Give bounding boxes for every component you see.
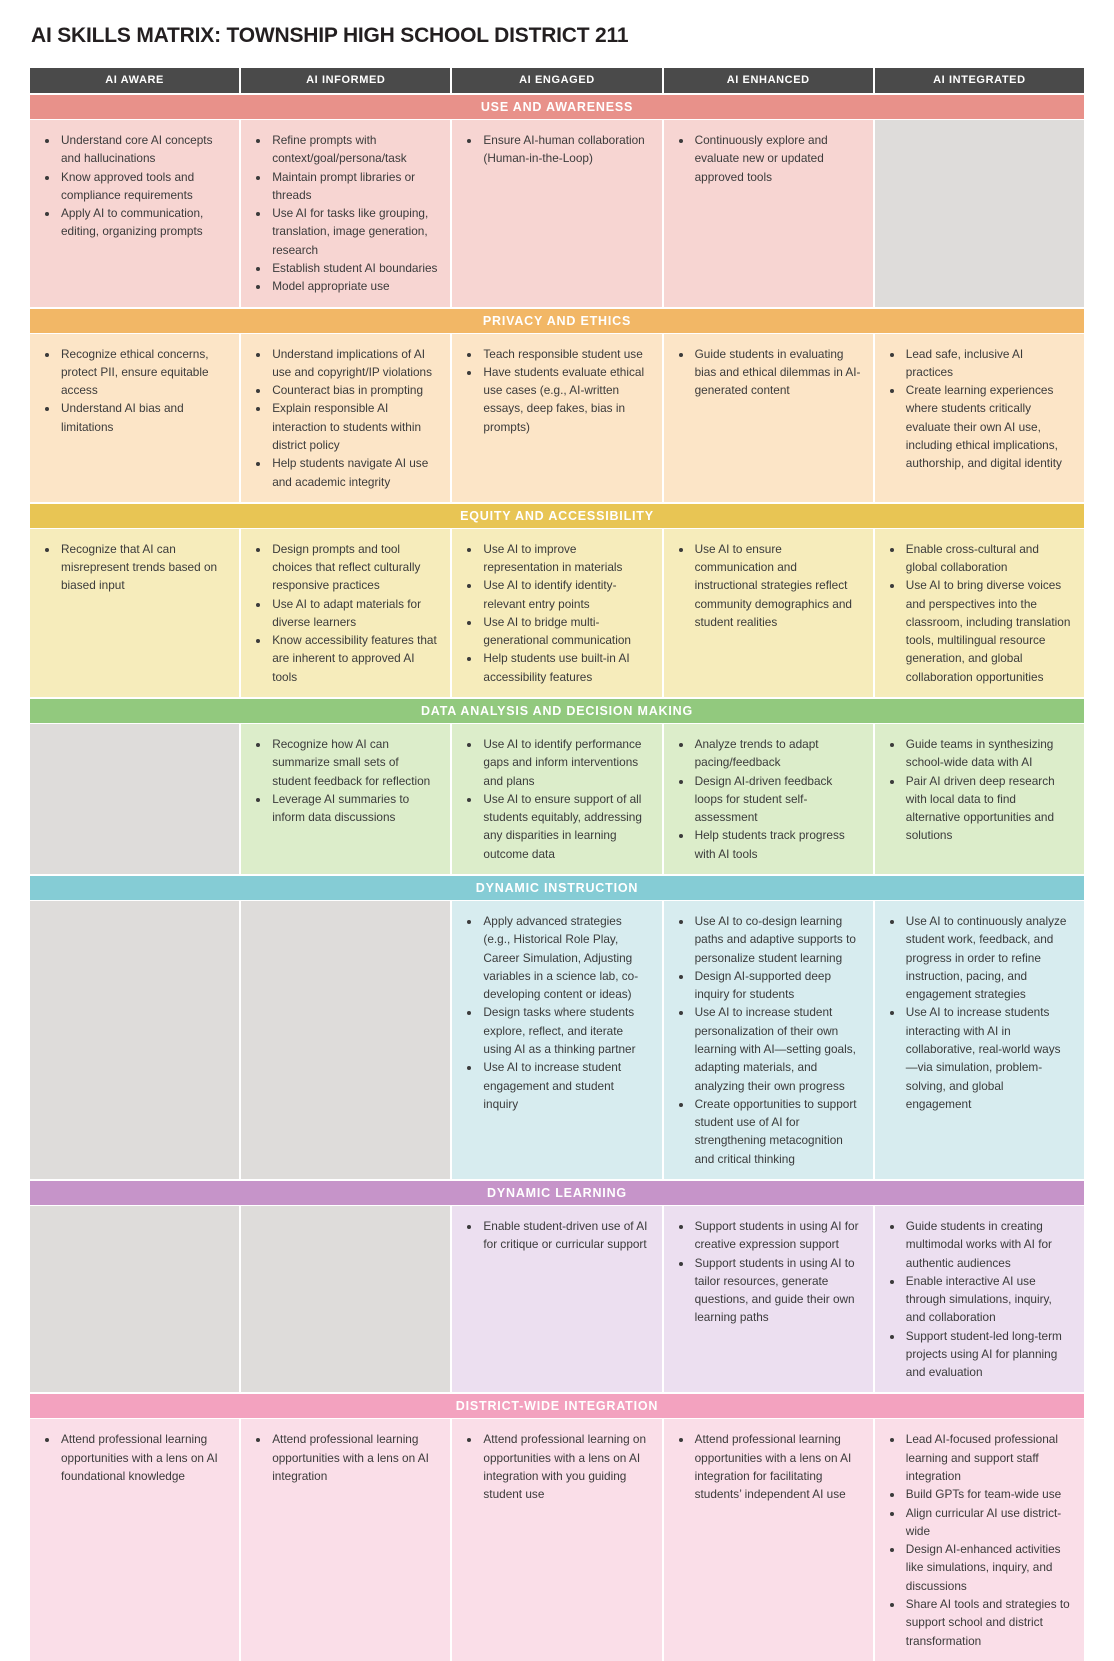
matrix-cell-privacy-and-ethics-ai-integrated bbox=[875, 334, 1084, 502]
skill-list bbox=[462, 735, 649, 863]
skill-list bbox=[251, 540, 438, 686]
skill-list bbox=[674, 735, 861, 863]
matrix-cell-dynamic-learning-ai-enhanced bbox=[664, 1206, 873, 1393]
section-band-data-analysis-and-decision-making: DATA ANALYSIS AND DECISION MAKING bbox=[30, 699, 1084, 723]
skill-item: • Lead AI-focused professional learning and support staff integration bbox=[904, 1430, 1072, 1485]
matrix-cell-use-and-awareness-ai-enhanced bbox=[664, 120, 873, 307]
section-cells-privacy-and-ethics bbox=[30, 334, 1084, 502]
skill-item: • Use AI to bring diverse voices and perspectives into the classroom, including translation tools, multilingual resource generation, and global collaboration opportunities bbox=[904, 576, 1072, 686]
skill-item: • Understand core AI concepts and hallucinations bbox=[59, 131, 227, 168]
skill-item: • Lead safe, inclusive AI practices bbox=[904, 345, 1072, 382]
matrix-cell-equity-and-accessibility-ai-integrated bbox=[875, 529, 1084, 697]
section-band-dynamic-learning: DYNAMIC LEARNING bbox=[30, 1181, 1084, 1205]
skill-item: • Know approved tools and compliance requirements bbox=[59, 168, 227, 205]
skill-item: • Guide students in evaluating bias and ethical dilemmas in AI-generated content bbox=[693, 345, 861, 400]
matrix-cell-dynamic-learning-ai-aware bbox=[30, 1206, 239, 1393]
skill-item: • Help students track progress with AI tools bbox=[693, 826, 861, 863]
skill-item: • Use AI to identify performance gaps and inform interventions and plans bbox=[481, 735, 649, 790]
matrix-cell-equity-and-accessibility-ai-informed bbox=[241, 529, 450, 697]
section-cells-district-wide-integration bbox=[30, 1419, 1084, 1660]
matrix-cell-district-wide-integration-ai-enhanced bbox=[664, 1419, 873, 1660]
section-cells-data-analysis-and-decision-making bbox=[30, 724, 1084, 874]
matrix-cell-dynamic-learning-ai-integrated bbox=[875, 1206, 1084, 1393]
matrix-cell-data-analysis-and-decision-making-ai-engaged bbox=[452, 724, 661, 874]
skill-list bbox=[674, 540, 861, 631]
skill-item: • Create learning experiences where students critically evaluate their own AI use, including ethical implications, authorship, and digital identity bbox=[904, 381, 1072, 472]
skill-list bbox=[885, 540, 1072, 686]
skill-list bbox=[885, 912, 1072, 1113]
skill-list bbox=[674, 131, 861, 186]
skill-item: • Help students use built-in AI accessibility features bbox=[481, 649, 649, 686]
skill-item: • Model appropriate use bbox=[270, 277, 438, 295]
section-band-use-and-awareness: USE AND AWARENESS bbox=[30, 95, 1084, 119]
matrix-cell-data-analysis-and-decision-making-ai-informed bbox=[241, 724, 450, 874]
skill-item: • Have students evaluate ethical use cases (e.g., AI-written essays, deep fakes, bias in prompts) bbox=[481, 363, 649, 436]
matrix-cell-dynamic-instruction-ai-enhanced bbox=[664, 901, 873, 1179]
skill-list bbox=[251, 735, 438, 826]
section-cells-dynamic-learning bbox=[30, 1206, 1084, 1393]
matrix-cell-district-wide-integration-ai-engaged bbox=[452, 1419, 661, 1660]
section-band-district-wide-integration: DISTRICT-WIDE INTEGRATION bbox=[30, 1394, 1084, 1418]
matrix-cell-district-wide-integration-ai-aware bbox=[30, 1419, 239, 1660]
skill-item: • Use AI to continuously analyze student work, feedback, and progress in order to refine instruction, pacing, and engagement strategies bbox=[904, 912, 1072, 1003]
skill-item: • Use AI to adapt materials for diverse learners bbox=[270, 595, 438, 632]
matrix-cell-privacy-and-ethics-ai-engaged bbox=[452, 334, 661, 502]
matrix-cell-dynamic-instruction-ai-informed bbox=[241, 901, 450, 1179]
section-cells-dynamic-instruction bbox=[30, 901, 1084, 1179]
skill-list bbox=[251, 1430, 438, 1485]
skill-list bbox=[885, 735, 1072, 845]
skill-list bbox=[40, 131, 227, 241]
matrix-cell-equity-and-accessibility-ai-enhanced bbox=[664, 529, 873, 697]
skill-item: • Apply AI to communication, editing, organizing prompts bbox=[59, 204, 227, 241]
skill-list bbox=[885, 1430, 1072, 1649]
skill-item: • Use AI to bridge multi-generational communication bbox=[481, 613, 649, 650]
skill-item: • Support student-led long-term projects using AI for planning and evaluation bbox=[904, 1327, 1072, 1382]
skill-item: • Support students in using AI for creative expression support bbox=[693, 1217, 861, 1254]
skill-item: • Share AI tools and strategies to support school and district transformation bbox=[904, 1595, 1072, 1650]
skill-item: • Support students in using AI to tailor resources, generate questions, and guide their own learning paths bbox=[693, 1254, 861, 1327]
skill-item: • Apply advanced strategies (e.g., Historical Role Play, Career Simulation, Adjusting variables in a science lab, co-developing content or ideas) bbox=[481, 912, 649, 1003]
skill-item: • Use AI to increase student engagement and student inquiry bbox=[481, 1058, 649, 1113]
matrix-cell-dynamic-learning-ai-engaged bbox=[452, 1206, 661, 1393]
skill-list bbox=[462, 345, 649, 436]
skill-item: • Use AI to ensure support of all students equitably, addressing any disparities in learning outcome data bbox=[481, 790, 649, 863]
skill-item: • Enable interactive AI use through simulations, inquiry, and collaboration bbox=[904, 1272, 1072, 1327]
section-cells-equity-and-accessibility bbox=[30, 529, 1084, 697]
section-cells-use-and-awareness bbox=[30, 120, 1084, 307]
skill-list bbox=[251, 345, 438, 491]
skill-list bbox=[462, 1217, 649, 1254]
skill-item: • Align curricular AI use district-wide bbox=[904, 1504, 1072, 1541]
skill-item: • Attend professional learning on opportunities with a lens on AI integration with you guiding student use bbox=[481, 1430, 649, 1503]
matrix-cell-equity-and-accessibility-ai-engaged bbox=[452, 529, 661, 697]
matrix-cell-data-analysis-and-decision-making-ai-aware bbox=[30, 724, 239, 874]
skill-item: • Establish student AI boundaries bbox=[270, 259, 438, 277]
skill-list bbox=[674, 1217, 861, 1327]
skill-item: • Use AI for tasks like grouping, translation, image generation, research bbox=[270, 204, 438, 259]
matrix-cell-district-wide-integration-ai-informed bbox=[241, 1419, 450, 1660]
skill-item: • Use AI to ensure communication and instructional strategies reflect community demographics and student realities bbox=[693, 540, 861, 631]
skill-list bbox=[40, 345, 227, 436]
matrix-cell-privacy-and-ethics-ai-enhanced bbox=[664, 334, 873, 502]
column-header-ai-enhanced: AI ENHANCED bbox=[664, 68, 873, 93]
column-header-ai-aware: AI AWARE bbox=[30, 68, 239, 93]
column-header-ai-integrated: AI INTEGRATED bbox=[875, 68, 1084, 93]
section-band-privacy-and-ethics: PRIVACY AND ETHICS bbox=[30, 309, 1084, 333]
page-title: AI SKILLS MATRIX: TOWNSHIP HIGH SCHOOL DISTRICT 211 bbox=[31, 24, 629, 47]
skill-list bbox=[462, 912, 649, 1113]
skill-item: • Continuously explore and evaluate new or updated approved tools bbox=[693, 131, 861, 186]
matrix-cell-dynamic-learning-ai-informed bbox=[241, 1206, 450, 1393]
skill-item: • Understand implications of AI use and copyright/IP violations bbox=[270, 345, 438, 382]
skill-item: • Pair AI driven deep research with local data to find alternative opportunities and solutions bbox=[904, 772, 1072, 845]
matrix-cell-dynamic-instruction-ai-engaged bbox=[452, 901, 661, 1179]
skill-item: • Enable student-driven use of AI for critique or curricular support bbox=[481, 1217, 649, 1254]
skill-item: • Recognize that AI can misrepresent trends based on biased input bbox=[59, 540, 227, 595]
skill-list bbox=[251, 131, 438, 296]
skill-item: • Refine prompts with context/goal/persona/task bbox=[270, 131, 438, 168]
skill-item: • Attend professional learning opportunities with a lens on AI foundational knowledge bbox=[59, 1430, 227, 1485]
matrix-cell-dynamic-instruction-ai-integrated bbox=[875, 901, 1084, 1179]
skill-item: • Understand AI bias and limitations bbox=[59, 399, 227, 436]
column-header-row bbox=[30, 68, 1084, 93]
skill-item: • Use AI to improve representation in materials bbox=[481, 540, 649, 577]
skill-item: • Enable cross-cultural and global collaboration bbox=[904, 540, 1072, 577]
skill-item: • Design AI-supported deep inquiry for students bbox=[693, 967, 861, 1004]
skill-list bbox=[462, 540, 649, 686]
section-band-dynamic-instruction: DYNAMIC INSTRUCTION bbox=[30, 876, 1084, 900]
skill-list bbox=[462, 131, 649, 168]
skill-item: • Ensure AI-human collaboration (Human-in-the-Loop) bbox=[481, 131, 649, 168]
skill-item: • Counteract bias in prompting bbox=[270, 381, 438, 399]
matrix-cell-use-and-awareness-ai-aware bbox=[30, 120, 239, 307]
skill-item: • Leverage AI summaries to inform data discussions bbox=[270, 790, 438, 827]
skill-item: • Guide teams in synthesizing school-wide data with AI bbox=[904, 735, 1072, 772]
skills-matrix-table bbox=[30, 68, 1084, 1661]
skill-item: • Attend professional learning opportunities with a lens on AI integration bbox=[270, 1430, 438, 1485]
matrix-cell-data-analysis-and-decision-making-ai-integrated bbox=[875, 724, 1084, 874]
skill-item: • Explain responsible AI interaction to students within district policy bbox=[270, 399, 438, 454]
matrix-cell-data-analysis-and-decision-making-ai-enhanced bbox=[664, 724, 873, 874]
skill-list bbox=[885, 1217, 1072, 1382]
matrix-cell-use-and-awareness-ai-engaged bbox=[452, 120, 661, 307]
skill-list bbox=[40, 1430, 227, 1485]
column-header-ai-informed: AI INFORMED bbox=[241, 68, 450, 93]
skill-item: • Design AI-enhanced activities like simulations, inquiry, and discussions bbox=[904, 1540, 1072, 1595]
matrix-cell-equity-and-accessibility-ai-aware bbox=[30, 529, 239, 697]
skill-item: • Design tasks where students explore, reflect, and iterate using AI as a thinking partner bbox=[481, 1003, 649, 1058]
matrix-cell-privacy-and-ethics-ai-aware bbox=[30, 334, 239, 502]
matrix-cell-district-wide-integration-ai-integrated bbox=[875, 1419, 1084, 1660]
skill-item: • Use AI to co-design learning paths and adaptive supports to personalize student learning bbox=[693, 912, 861, 967]
skill-item: • Maintain prompt libraries or threads bbox=[270, 168, 438, 205]
matrix-cell-privacy-and-ethics-ai-informed bbox=[241, 334, 450, 502]
skill-list bbox=[674, 912, 861, 1168]
skill-item: • Help students navigate AI use and academic integrity bbox=[270, 454, 438, 491]
skill-item: • Recognize ethical concerns, protect PII, ensure equitable access bbox=[59, 345, 227, 400]
skill-item: • Teach responsible student use bbox=[481, 345, 649, 363]
skill-item: • Guide students in creating multimodal works with AI for authentic audiences bbox=[904, 1217, 1072, 1272]
skill-item: • Use AI to increase students interacting with AI in collaborative, real-world ways—via simulation, problem-solving, and global engagement bbox=[904, 1003, 1072, 1113]
skill-item: • Create opportunities to support student use of AI for strengthening metacognition and critical thinking bbox=[693, 1095, 861, 1168]
skill-item: • Attend professional learning opportunities with a lens on AI integration for facilitating students’ independent AI use bbox=[693, 1430, 861, 1503]
skill-item: • Know accessibility features that are inherent to approved AI tools bbox=[270, 631, 438, 686]
matrix-cell-use-and-awareness-ai-informed bbox=[241, 120, 450, 307]
skill-item: • Build GPTs for team-wide use bbox=[904, 1485, 1072, 1503]
skill-list bbox=[885, 345, 1072, 473]
matrix-cell-dynamic-instruction-ai-aware bbox=[30, 901, 239, 1179]
skill-list bbox=[674, 345, 861, 400]
section-band-equity-and-accessibility: EQUITY AND ACCESSIBILITY bbox=[30, 504, 1084, 528]
skill-list bbox=[462, 1430, 649, 1503]
skill-item: • Use AI to increase student personalization of their own learning with AI—setting goals, adapting materials, and analyzing their own progress bbox=[693, 1003, 861, 1094]
skill-item: • Design prompts and tool choices that reflect culturally responsive practices bbox=[270, 540, 438, 595]
page bbox=[0, 24, 1114, 1648]
column-header-ai-engaged: AI ENGAGED bbox=[452, 68, 661, 93]
skill-item: • Use AI to identify identity-relevant entry points bbox=[481, 576, 649, 613]
matrix-cell-use-and-awareness-ai-integrated bbox=[875, 120, 1084, 307]
skill-item: • Design AI-driven feedback loops for student self-assessment bbox=[693, 772, 861, 827]
skill-list bbox=[40, 540, 227, 595]
skill-item: • Recognize how AI can summarize small sets of student feedback for reflection bbox=[270, 735, 438, 790]
skill-item: • Analyze trends to adapt pacing/feedback bbox=[693, 735, 861, 772]
skill-list bbox=[674, 1430, 861, 1503]
